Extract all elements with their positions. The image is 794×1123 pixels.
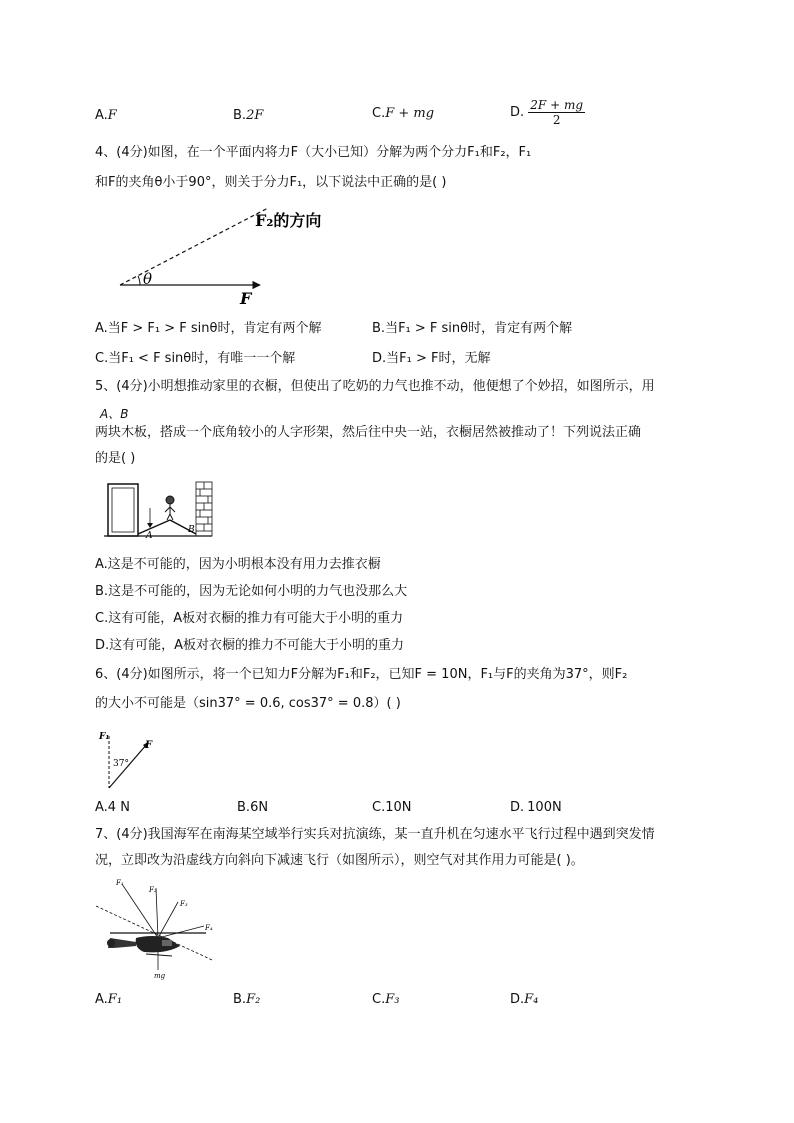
q7-figure xyxy=(96,876,218,982)
q7-stem-line2: 况，立即改为沿虚线方向斜向下减速飞行（如图所示），则空气对其作用力可能是( )。 xyxy=(95,853,584,868)
q4-option-c[interactable] xyxy=(95,350,295,368)
f2-direction-label: F₂的方向 xyxy=(255,211,322,230)
q5-figure xyxy=(104,478,216,542)
q4-option-b[interactable] xyxy=(372,320,572,338)
q5-option-a[interactable] xyxy=(95,556,381,574)
option-label: D. xyxy=(510,992,525,1007)
option-text: 当F > F₁ > F sinθ时，肯定有两个解 xyxy=(107,321,322,336)
brick-wall xyxy=(196,482,212,536)
q7-stem-line1: 7、(4分)我国海军在南海某空域举行实兵对抗演练，某一直升机在匀速水平飞行过程中遇到突发情 xyxy=(95,827,655,842)
option-label: A. xyxy=(95,992,108,1007)
option-label: C. xyxy=(95,611,109,626)
f2-arrow xyxy=(156,888,158,938)
option-text: F₂ xyxy=(246,992,261,1007)
q6-figure xyxy=(95,726,165,792)
option-text: F₃ xyxy=(385,992,400,1007)
option-text: 100N xyxy=(527,800,562,815)
option-label: C. xyxy=(372,800,386,815)
option-text: F + mg xyxy=(385,106,435,121)
q4-stem-line1: 4、(4分)如图，在一个平面内将力F（大小已知）分解为两个分力F₁和F₂，F₁ xyxy=(95,145,532,160)
option-label: D. xyxy=(372,351,387,366)
q6-stem-line2: 的大小不可能是（sin37° = 0.6, cos37° = 0.8）( ) xyxy=(95,696,401,711)
option-text: 当F₁ > F时，无解 xyxy=(386,351,491,366)
option-label: B. xyxy=(237,800,251,815)
option-label: C. xyxy=(372,106,386,121)
option-text: 6N xyxy=(250,800,269,815)
option-text: 这是不可能的，因为无论如何小明的力气也没那么大 xyxy=(108,584,408,599)
q5-stem-ab: A、B xyxy=(100,407,129,421)
f1-label: F₁ xyxy=(99,732,110,742)
q4-option-d[interactable] xyxy=(372,350,490,368)
helicopter-icon xyxy=(107,933,206,956)
angle-label: 37° xyxy=(113,759,129,769)
option-text: 这有可能，A板对衣橱的推力不可能大于小明的重力 xyxy=(109,638,405,653)
q5-option-c[interactable] xyxy=(95,610,403,628)
q5-stem-line2: 两块木板，搭成一个底角较小的人字形架，然后往中央一站，衣橱居然被推动了！下列说法正确 xyxy=(95,425,642,440)
q5-option-b[interactable] xyxy=(95,583,407,601)
fraction xyxy=(528,98,585,127)
option-label: A. xyxy=(95,108,108,123)
option-label: B. xyxy=(233,992,247,1007)
person-figure xyxy=(165,496,175,520)
board-a xyxy=(138,520,170,534)
q5-option-d[interactable] xyxy=(95,637,404,655)
q6-stem-line1: 6、(4分)如图所示，将一个已知力F分解为F₁和F₂，已知F = 10N，F₁与F的夹角为37°，则F₂ xyxy=(95,667,628,682)
f4-label: F₄ xyxy=(205,924,213,932)
f-label: F xyxy=(240,289,252,308)
option-label: A. xyxy=(95,321,108,336)
q7-option-d[interactable] xyxy=(510,992,538,1007)
q7-option-a[interactable] xyxy=(95,992,122,1007)
q4-stem-line2: 和F的夹角θ小于90°，则关于分力F₁，以下说法中正确的是( ) xyxy=(95,175,447,190)
fraction-numerator: 2F + mg xyxy=(530,98,584,112)
label-a: A xyxy=(146,531,153,541)
q3-option-d[interactable] xyxy=(510,98,585,127)
option-text: F₄ xyxy=(524,992,539,1007)
option-label: B. xyxy=(233,108,247,123)
fraction-denominator: 2 xyxy=(552,113,561,127)
option-text: 10N xyxy=(385,800,412,815)
option-text: 4 N xyxy=(107,800,130,815)
q4-option-a[interactable] xyxy=(95,320,321,338)
option-label: D. xyxy=(95,638,110,653)
option-label: A. xyxy=(95,800,108,815)
q6-option-c[interactable] xyxy=(372,800,412,815)
wardrobe xyxy=(108,484,138,536)
q3-option-a[interactable] xyxy=(95,108,117,123)
option-label: C. xyxy=(372,992,386,1007)
f-label: F xyxy=(145,740,153,751)
option-text: 2F xyxy=(246,108,264,123)
f2-label: F₂ xyxy=(149,886,157,894)
q3-option-c[interactable] xyxy=(372,106,434,121)
option-text: F xyxy=(107,108,117,123)
label-b: B xyxy=(188,525,195,535)
option-text: 当F₁ > F sinθ时，肯定有两个解 xyxy=(385,321,573,336)
option-label: D. xyxy=(510,800,525,815)
q7-option-c[interactable] xyxy=(372,992,399,1007)
option-text: F₁ xyxy=(107,992,123,1007)
q7-option-b[interactable] xyxy=(233,992,260,1007)
option-label: D. xyxy=(510,105,525,120)
f4-arrow xyxy=(158,926,204,938)
option-text: 这有可能，A板对衣橱的推力有可能大于小明的重力 xyxy=(108,611,404,626)
f1-label: F₁ xyxy=(116,879,124,887)
f3-label: F₃ xyxy=(180,900,188,908)
option-label: B. xyxy=(372,321,386,336)
q4-figure xyxy=(110,198,350,308)
theta-label: θ xyxy=(143,270,153,288)
q6-option-d[interactable] xyxy=(510,800,562,815)
q5-stem-line1: 5、(4分)小明想推动家里的衣橱，但使出了吃奶的力气也推不动，他便想了个妙招，如图所示，用 xyxy=(95,379,655,394)
q3-option-b[interactable] xyxy=(233,108,263,123)
option-label: B. xyxy=(95,584,109,599)
option-label: A. xyxy=(95,557,108,572)
angle-arc xyxy=(138,276,140,285)
q6-option-b[interactable] xyxy=(237,800,268,815)
option-text: 这是不可能的，因为小明根本没有用力去推衣橱 xyxy=(107,557,381,572)
option-label: C. xyxy=(95,351,109,366)
q6-option-a[interactable] xyxy=(95,800,130,815)
q5-stem-line3: 的是( ) xyxy=(95,451,136,466)
mg-label: mg xyxy=(154,972,166,980)
option-text: 当F₁ < F sinθ时，有唯一一个解 xyxy=(108,351,296,366)
